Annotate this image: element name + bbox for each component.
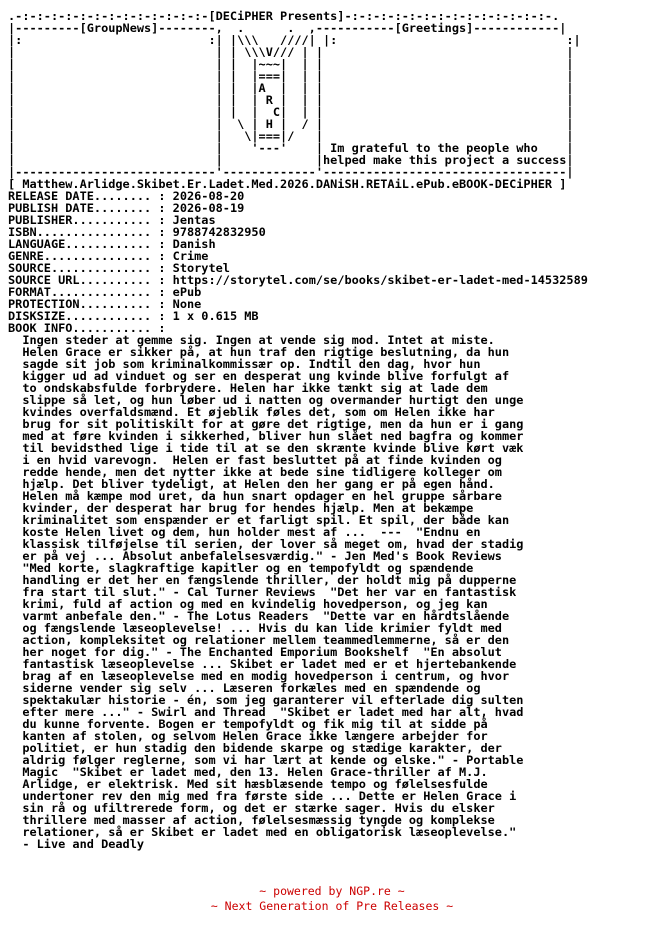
book-info-line: aldrig følger reglerne, som vi har lært at kende og elske." - Portable: [8, 753, 524, 767]
book-info-line: her noget for dig." - The Enchanted Emporium Bookshelf "En absolut: [8, 645, 502, 659]
book-info-line: "Med korte, slagkraftige kapitler og en tempofyldt og spændende: [8, 561, 474, 575]
art-line: .-:-:-:-:-:-:-:-:-:-:-:-:-:-[DECiPHER Presents]-:-:-:-:-:-:-:-:-:-:-:-:-:-:-.: [8, 9, 560, 23]
field-label: ISBN................: [8, 225, 152, 239]
book-info-line: siderne vender sig selv ... Læseren forkæles med en spændende og: [8, 681, 481, 695]
art-line: | | | |===| | | |: [8, 69, 574, 83]
book-info-line: i en hvid varevogn. Helen er fast besluttet på at finde kvinden og: [8, 453, 502, 467]
book-info-line: fra start til slut." - Cal Turner Reviews "Det her var en fantastisk: [8, 585, 517, 599]
art-line: | | | \\\V/// | | |: [8, 45, 574, 59]
field-label: LANGUAGE............: [8, 237, 152, 251]
field-label: BOOK INFO...........: [8, 321, 152, 335]
field-value: 9788742832950: [172, 225, 266, 239]
release-title: [ Matthew.Arlidge.Skibet.Er.Ladet.Med.2026.DANiSH.RETAiL.ePub.eBOOK-DECiPHER ]: [8, 177, 567, 191]
book-info-line: brag af en læseoplevelse med en modig hovedperson i centrum, og hvor: [8, 669, 510, 683]
footer-tagline: ~ Next Generation of Pre Releases ~: [210, 899, 454, 913]
book-info-line: sagde sit job som kriminalkommissær op. Indtil den dag, hvor hun: [8, 357, 481, 371]
book-info-line: til bevidsthed lige i tide til at se den skrænte kvinde blive kørt væk: [8, 441, 524, 455]
book-info-line: kigger ud ad vinduet og ser en desperat ung kvinde blive forfulgt af: [8, 369, 510, 383]
field-separator: :: [151, 225, 173, 239]
art-line: | | | |~~~| | | |: [8, 57, 574, 71]
release-fields: [8, 190, 588, 334]
book-info-line: krimi, fuld af action og med en kvindelig hovedperson, og jeg kan: [8, 597, 488, 611]
field-separator: :: [151, 273, 173, 287]
book-info-line: redde hende, men det nytter ikke at bede sine tidligere kolleger om: [8, 465, 502, 479]
field-value: https://storytel.com/se/books/skibet-er-ladet-med-14532589: [172, 273, 588, 287]
book-info-line: spektakulær historie - én, som jeg garanterer vil efterlade dig sulten: [8, 693, 524, 707]
field-value: Danish: [172, 237, 216, 251]
book-info-line: - Live and Deadly: [8, 837, 145, 851]
book-info-line: undertoner rev den mig med fra første side ... Dette er Helen Grace i: [8, 789, 517, 803]
field-value: 2026-08-19: [172, 201, 245, 215]
field-label: SOURCE URL..........: [8, 273, 152, 287]
field-label: PROTECTION..........: [8, 297, 152, 311]
field-separator: :: [151, 213, 173, 227]
field-value: ePub: [172, 285, 202, 299]
art-line: | | | | R | | | |: [8, 93, 574, 107]
book-info-line: kvinder, der desperat har brug for hendes hjælp. Men at bekæmpe: [8, 501, 474, 515]
book-info-line: Helen Grace er sikker på, at hun traf den rigtige beslutning, da hun: [8, 345, 510, 359]
art-line: |: :| |\\\ ////| |: :|: [8, 33, 581, 47]
book-info-line: to ondskabsfulde forbrydere. Helen har ikke tænkt sig at lade dem: [8, 381, 488, 395]
book-info-line: Arlidge, er elektrisk. Med sit hæsblæsende tempo og følelsesfulde: [8, 777, 488, 791]
field-separator: :: [151, 309, 173, 323]
book-info-line: hjælp. Det bliver tydeligt, at Helen den her gang er på egen hånd.: [8, 477, 495, 491]
book-info-line: klassisk tilføjelse til serien, der lover så meget om, hvad der stadig: [8, 537, 524, 551]
field-separator: :: [151, 249, 173, 263]
book-info-line: er på vej ... Absolut anbefalelsesværdig." - Jen Med's Book Reviews: [8, 549, 502, 563]
field-label: PUBLISH DATE........: [8, 201, 152, 215]
book-info: [8, 334, 588, 850]
book-info-line: Helen må kæmpe mod uret, da hun snart opdager en hel gruppe sårbare: [8, 489, 502, 503]
field-value: None: [172, 297, 202, 311]
field-label: PUBLISHER...........: [8, 213, 152, 227]
field-separator: :: [151, 261, 173, 275]
art-line: | | | |A | | | |: [8, 81, 574, 95]
book-info-line: koste Helen livet og dem, hun holder mest af ... --- "Endnu en: [8, 525, 481, 539]
nfo-text: [8, 10, 588, 850]
art-line: |----------------------------'-------------'----------------------------------|: [8, 165, 574, 179]
field-separator: :: [151, 297, 173, 311]
field-label: GENRE...............: [8, 249, 152, 263]
book-info-line: varmt anbefale den." - The Lotus Readers "Dette var en hårdtslående: [8, 609, 510, 623]
book-info-line: Ingen steder at gemme sig. Ingen at vende sig mod. Intet at miste.: [8, 333, 495, 347]
book-info-line: du kunne forvente. Bogen er tempofyldt og fik mig til at sidde på: [8, 717, 488, 731]
art-line: | | '---' | Im grateful to the people who |: [8, 141, 574, 155]
book-info-line: sin rå og ufiltrerede form, og det er stærke sager. Hvis du elsker: [8, 801, 495, 815]
book-info-line: kvindes overfaldsmænd. Et øjeblik føles det, som om Helen ikke har: [8, 405, 495, 419]
book-info-line: kriminalitet som enspænder er et farligt spil. Et spil, der både kan: [8, 513, 510, 527]
field-separator: :: [151, 201, 173, 215]
art-line: | | |helped make this project a success|: [8, 153, 574, 167]
book-info-line: politiet, er hun stadig den bidende skarpe og stædige karakter, der: [8, 741, 502, 755]
field-label: SOURCE..............: [8, 261, 152, 275]
book-info-line: handling er det her en fængslende thriller, der holdt mig på dupperne: [8, 573, 517, 587]
field-separator: :: [151, 285, 173, 299]
field-value: Storytel: [172, 261, 230, 275]
field-value: 2026-08-20: [172, 189, 245, 203]
field-separator: :: [151, 189, 173, 203]
book-info-line: og fængslende læseoplevelse! ... Hvis du kan lide krimier fyldt med: [8, 621, 502, 635]
book-info-line: efter mere ..." - Swirl and Thread "Skibet er ladet med har alt, hvad: [8, 705, 524, 719]
book-info-line: brug for sit politiskilt for at gøre det rigtige, men da hun er i gang: [8, 417, 524, 431]
book-info-line: Magic "Skibet er ladet med, den 13. Helen Grace-thriller af M.J.: [8, 765, 488, 779]
field-value: Crime: [172, 249, 209, 263]
field-label: RELEASE DATE........: [8, 189, 152, 203]
book-info-line: kanten af stolen, og selvom Helen Grace ikke længere arbejder for: [8, 729, 488, 743]
field-label: DISKSIZE............: [8, 309, 152, 323]
book-info-line: thrillere med masser af action, følelsesmæssig tyngde og komplekse: [8, 813, 495, 827]
field-value: Jentas: [172, 213, 216, 227]
field-label: FORMAT..............: [8, 285, 152, 299]
field-separator: :: [151, 321, 173, 335]
book-info-line: fantastisk læseoplevelse ... Skibet er ladet med er et hjertebankende: [8, 657, 517, 671]
art-line: | | \|===|/ | |: [8, 129, 574, 143]
book-info-line: slippe så let, og hun løber ud i natten og overmander hurtigt den unge: [8, 393, 524, 407]
field-value: 1 x 0.615 MB: [172, 309, 259, 323]
powered-by-text: ~ powered by NGP.re ~: [259, 884, 405, 898]
art-line: | | | | C| | | |: [8, 105, 574, 119]
book-info-line: relationer, så er Skibet er ladet med en obligatorisk læseoplevelse.": [8, 825, 517, 839]
field-separator: :: [151, 237, 173, 251]
art-line: |---------[GroupNews]--------, . . ,-----------[Greetings]------------|: [8, 21, 567, 35]
art-line: | | \ | H | / | |: [8, 117, 574, 131]
book-info-line: action, kompleksitet og relationer mellem teammedlemmerne, så er den: [8, 633, 510, 647]
book-info-line: med at føre kvinden i sikkerhed, bliver hun slået ned bagfra og kommer: [8, 429, 524, 443]
